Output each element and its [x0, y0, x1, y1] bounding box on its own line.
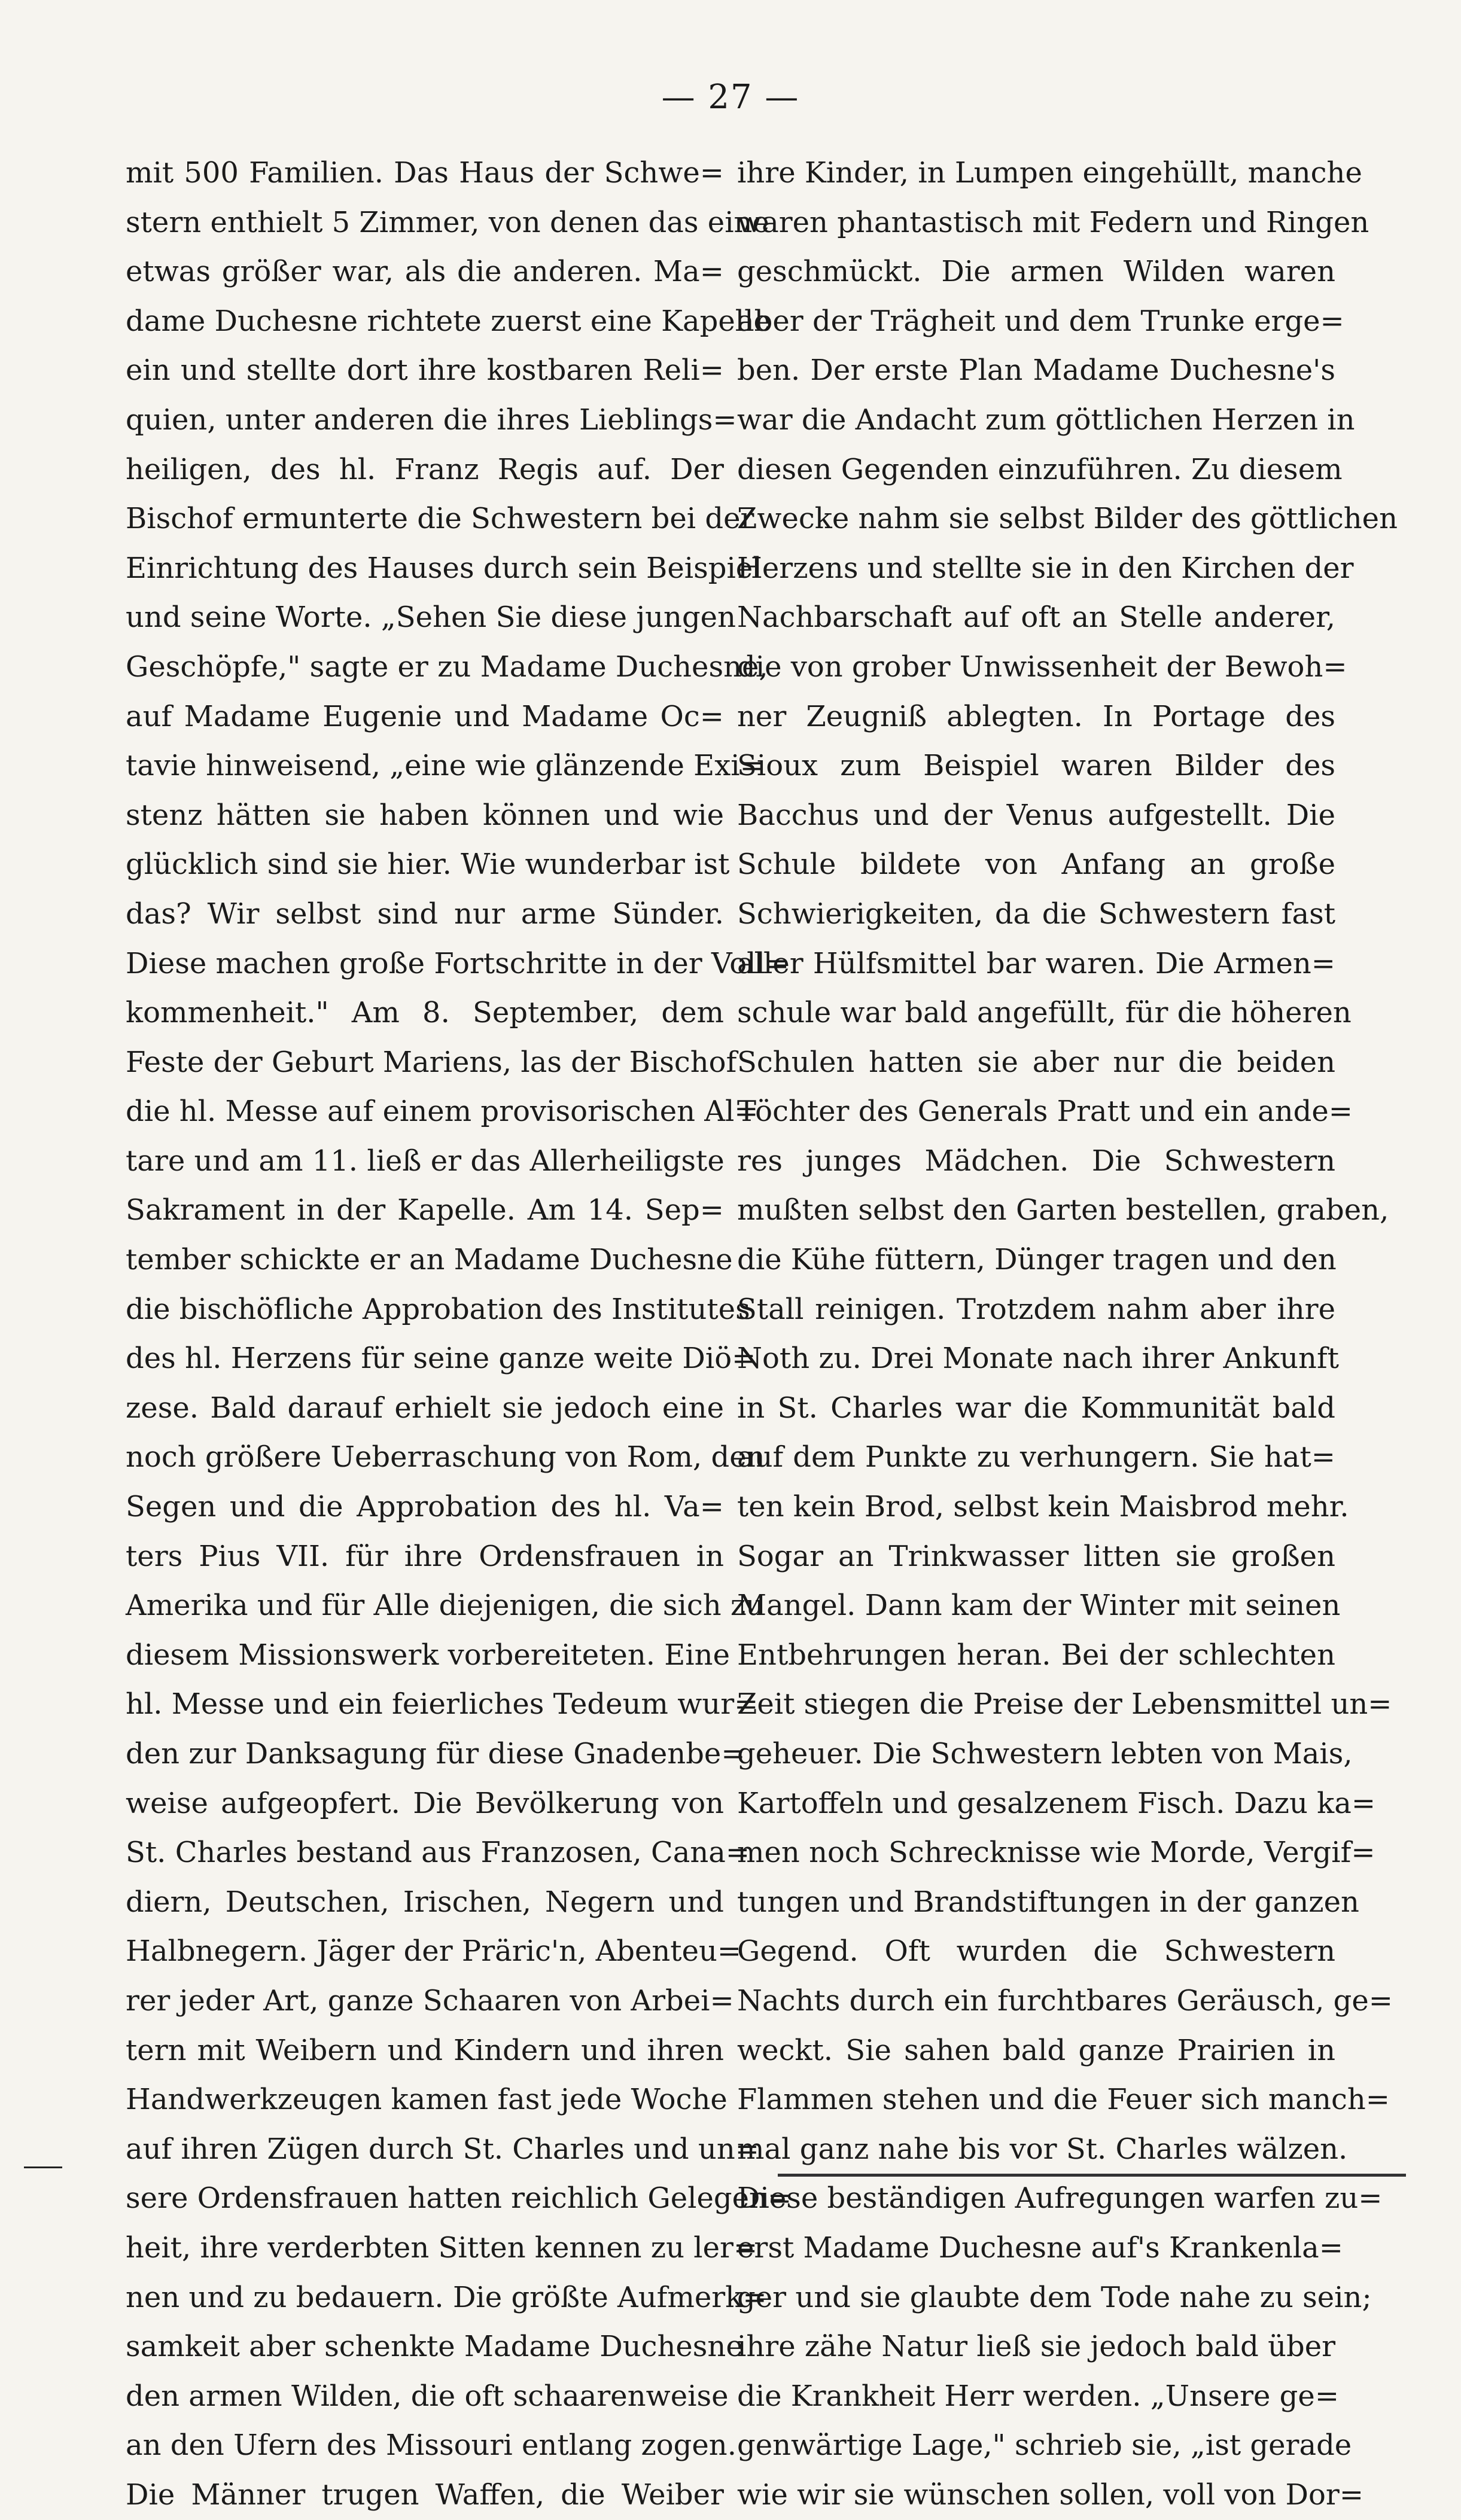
right-column-line: erst Madame Duchesne auf's Krankenla=: [737, 2230, 1343, 2265]
right-column-line: diesen Gegenden einzuführen. Zu diesem: [737, 452, 1343, 486]
right-column-line: Schwierigkeiten, da die Schwestern fast: [737, 897, 1335, 931]
left-column-line: die bischöfliche Approbation des Institutes: [126, 1292, 750, 1326]
left-column-line: nen und zu bedauern. Die größte Aufmerk=: [126, 2280, 767, 2314]
left-column-line: etwas größer war, als die anderen. Ma=: [126, 255, 724, 289]
right-column-line: Sioux zum Beispiel waren Bilder des: [737, 749, 1335, 783]
left-column-line: diesem Missionswerk vorbereiteten. Eine: [126, 1638, 730, 1672]
right-column-line: mußten selbst den Garten bestellen, graben,: [737, 1193, 1389, 1227]
right-column-line: Schule bildete von Anfang an große: [737, 848, 1335, 882]
left-column-line: noch größere Ueberraschung von Rom, den: [126, 1440, 765, 1474]
left-column-line: Halbnegern. Jäger der Präric'n, Abenteu=: [126, 1934, 742, 1969]
right-column-line: Töchter des Generals Pratt und ein ande=: [737, 1095, 1353, 1129]
left-column-line: Handwerkzeugen kamen fast jede Woche: [126, 2083, 728, 2117]
left-column-line: stenz hätten sie haben können und wie: [126, 798, 724, 832]
left-column-line: ein und stellte dort ihre kostbaren Reli=: [126, 354, 724, 388]
left-column-line: Segen und die Approbation des hl. Va=: [126, 1490, 724, 1524]
left-column-line: weise aufgeopfert. Die Bevölkerung von: [126, 1786, 724, 1820]
right-column-line: auf dem Punkte zu verhungern. Sie hat=: [737, 1440, 1335, 1474]
left-column-line: tern mit Weibern und Kindern und ihren: [126, 2033, 724, 2067]
right-column-line: ten kein Brod, selbst kein Maisbrod mehr.: [737, 1490, 1349, 1524]
left-column-line: den zur Danksagung für diese Gnadenbe=: [126, 1737, 745, 1771]
right-column-line: ger und sie glaubte dem Tode nahe zu sein;: [737, 2280, 1372, 2314]
right-column-line: die von grober Unwissenheit der Bewoh=: [737, 650, 1347, 684]
left-column-line: des hl. Herzens für seine ganze weite Diö=: [126, 1342, 756, 1376]
left-column-line: Die Männer trugen Waffen, die Weiber: [126, 2478, 724, 2512]
right-column-line: schule war bald angefüllt, für die höheren: [737, 996, 1352, 1030]
footer-rule-left: [24, 2166, 62, 2168]
left-column-line: Bischof ermunterte die Schwestern bei der: [126, 502, 754, 536]
left-column-line: Einrichtung des Hauses durch sein Beispiel: [126, 551, 762, 585]
left-column-line: diern, Deutschen, Irischen, Negern und: [126, 1885, 724, 1919]
right-column-line: aber der Trägheit und dem Trunke erge=: [737, 304, 1344, 338]
left-column-line: Sakrament in der Kapelle. Am 14. Sep=: [126, 1193, 724, 1227]
left-column-line: quien, unter anderen die ihres Lieblings=: [126, 403, 737, 437]
left-column-line: heit, ihre verderbten Sitten kennen zu ler=: [126, 2230, 758, 2265]
left-column-line: Geschöpfe," sagte er zu Madame Duchesne,: [126, 650, 768, 684]
left-column-line: glücklich sind sie hier. Wie wunderbar ist: [126, 848, 730, 882]
left-column-line: Feste der Geburt Mariens, las der Bischof: [126, 1045, 737, 1079]
right-column-line: aller Hülfsmittel bar waren. Die Armen=: [737, 946, 1335, 980]
left-column-line: auf Madame Eugenie und Madame Oc=: [126, 699, 724, 733]
left-column-line: heiligen, des hl. Franz Regis auf. Der: [126, 452, 724, 486]
left-column-line: stern enthielt 5 Zimmer, von denen das eine: [126, 205, 769, 239]
right-column-line: Flammen stehen und die Feuer sich manch=: [737, 2083, 1390, 2117]
left-column-line: tember schickte er an Madame Duchesne: [126, 1243, 733, 1277]
right-column-line: geheuer. Die Schwestern lebten von Mais,: [737, 1737, 1353, 1771]
left-column-line: kommenheit." Am 8. September, dem: [126, 996, 724, 1030]
right-column-line: tungen und Brandstiftungen in der ganzen: [737, 1885, 1359, 1919]
right-column-line: die Kühe füttern, Dünger tragen und den: [737, 1243, 1337, 1277]
left-column-line: samkeit aber schenkte Madame Duchesne: [126, 2330, 743, 2364]
right-column-line: Zeit stiegen die Preise der Lebensmittel un=: [737, 1687, 1392, 1721]
right-column-line: Mangel. Dann kam der Winter mit seinen: [737, 1589, 1341, 1623]
right-column-line: Nachts durch ein furchtbares Geräusch, ge=: [737, 1983, 1393, 2018]
right-column-line: Diese beständigen Aufregungen warfen zu=: [737, 2181, 1383, 2216]
right-column-line: war die Andacht zum göttlichen Herzen in: [737, 403, 1355, 437]
right-column-line: waren phantastisch mit Federn und Ringen: [737, 205, 1369, 239]
right-column-line: geschmückt. Die armen Wilden waren: [737, 255, 1335, 289]
left-column-line: tare und am 11. ließ er das Allerheiligste: [126, 1144, 725, 1178]
left-column-line: St. Charles bestand aus Franzosen, Cana=: [126, 1836, 750, 1870]
left-column-line: den armen Wilden, die oft schaarenweise: [126, 2379, 729, 2413]
right-column-line: Nachbarschaft auf oft an Stelle anderer,: [737, 601, 1335, 635]
left-column-line: Diese machen große Fortschritte in der Voll=: [126, 946, 790, 980]
left-column-line: die hl. Messe auf einem provisorischen Al=: [126, 1095, 759, 1129]
right-column: [737, 148, 1398, 2520]
left-column-line: auf ihren Zügen durch St. Charles und un=: [126, 2132, 759, 2166]
right-column-line: weckt. Sie sahen bald ganze Prairien in: [737, 2033, 1335, 2067]
right-column-line: Stall reinigen. Trotzdem nahm aber ihre: [737, 1292, 1335, 1326]
right-column-line: ihre Kinder, in Lumpen eingehüllt, manche: [737, 156, 1362, 190]
page-number: — 27 —: [661, 78, 800, 117]
left-column-line: tavie hinweisend, „eine wie glänzende Exi=: [126, 749, 764, 783]
left-column-line: ters Pius VII. für ihre Ordensfrauen in: [126, 1539, 724, 1573]
right-column-line: ben. Der erste Plan Madame Duchesne's: [737, 354, 1335, 388]
right-column-line: Herzens und stellte sie in den Kirchen der: [737, 551, 1354, 585]
footer-rule-right: [778, 2174, 1406, 2177]
left-column-line: hl. Messe und ein feierliches Tedeum wur=: [126, 1687, 759, 1721]
right-column-line: in St. Charles war die Kommunität bald: [737, 1391, 1335, 1425]
right-column-line: Sogar an Trinkwasser litten sie großen: [737, 1539, 1335, 1573]
right-column-line: Gegend. Oft wurden die Schwestern: [737, 1934, 1335, 1969]
right-column-line: wie wir sie wünschen sollen, voll von Dor=: [737, 2478, 1364, 2512]
left-column-line: an den Ufern des Missouri entlang zogen.: [126, 2428, 736, 2463]
right-column-line: Schulen hatten sie aber nur die beiden: [737, 1045, 1335, 1079]
left-column-line: zese. Bald darauf erhielt sie jedoch eine: [126, 1391, 724, 1425]
left-column-line: und seine Worte. „Sehen Sie diese jungen: [126, 601, 736, 635]
right-column-line: Noth zu. Drei Monate nach ihrer Ankunft: [737, 1342, 1340, 1376]
right-column-line: Kartoffeln und gesalzenem Fisch. Dazu ka=: [737, 1786, 1376, 1820]
right-column-line: mal ganz nahe bis vor St. Charles wälzen.: [737, 2132, 1348, 2166]
right-column-line: Bacchus und der Venus aufgestellt. Die: [737, 798, 1335, 832]
left-column-line: mit 500 Familien. Das Haus der Schwe=: [126, 156, 724, 190]
left-column-line: sere Ordensfrauen hatten reichlich Gelegen=: [126, 2181, 792, 2216]
right-column-line: ner Zeugniß ablegten. In Portage des: [737, 699, 1335, 733]
right-column-line: men noch Schrecknisse wie Morde, Vergif=: [737, 1836, 1375, 1870]
right-column-line: die Krankheit Herr werden. „Unsere ge=: [737, 2379, 1340, 2413]
left-column-line: Amerika und für Alle diejenigen, die sich zu: [126, 1589, 765, 1623]
right-column-line: ihre zähe Natur ließ sie jedoch bald über: [737, 2330, 1336, 2364]
right-column-line: res junges Mädchen. Die Schwestern: [737, 1144, 1335, 1178]
left-column-line: das? Wir selbst sind nur arme Sünder.: [126, 897, 724, 931]
left-column-line: rer jeder Art, ganze Schaaren von Arbei=: [126, 1983, 734, 2018]
right-column-line: genwärtige Lage," schrieb sie, „ist gerade: [737, 2428, 1352, 2463]
right-column-line: Zwecke nahm sie selbst Bilder des göttlichen: [737, 502, 1398, 536]
left-column-line: dame Duchesne richtete zuerst eine Kapelle: [126, 304, 771, 338]
left-column: [126, 148, 792, 2520]
right-column-line: Entbehrungen heran. Bei der schlechten: [737, 1638, 1335, 1672]
